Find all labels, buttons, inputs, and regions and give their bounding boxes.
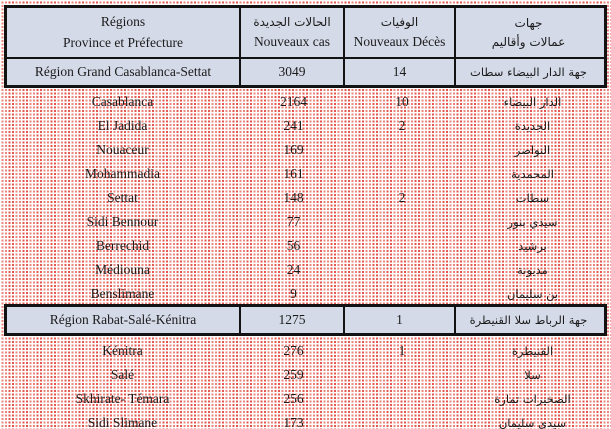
region-summary-row-casablanca-settat (7, 59, 604, 85)
header-new-deaths-arabic: الوفيات (380, 15, 419, 29)
province-row (4, 186, 607, 210)
province-row (4, 90, 607, 114)
province-name: Settat (107, 190, 138, 205)
province-new-cases: 169 (283, 142, 304, 157)
province-name: Kénitra (102, 343, 143, 358)
province-name: Benslimane (90, 286, 155, 301)
province-name-arabic: سلا (524, 368, 541, 382)
header-regions-arabic-line1: جهات (514, 15, 543, 30)
province-new-deaths (346, 138, 458, 162)
region-new-deaths: 14 (345, 59, 456, 85)
province-row (4, 138, 607, 162)
province-name-arabic: الدار البيضاء (503, 95, 562, 109)
region-new-cases: 1275 (241, 307, 345, 333)
province-name-arabic: القنيطرة (511, 344, 554, 358)
header-new-cases (241, 8, 345, 57)
header-new-deaths (345, 8, 456, 57)
province-name: Sidi Slimane (87, 415, 158, 429)
province-row (4, 387, 607, 411)
province-new-deaths (346, 411, 458, 429)
province-name-arabic: سيدي سليمان (498, 416, 567, 429)
province-new-deaths: 2 (398, 190, 406, 205)
region-name-arabic: جهة الرباط سلا القنيطرة (469, 313, 588, 327)
province-new-deaths: 1 (398, 343, 406, 358)
province-new-cases: 161 (283, 166, 304, 181)
province-name: Casablanca (91, 94, 154, 109)
province-new-cases: 241 (283, 118, 304, 133)
region-new-deaths: 1 (345, 307, 456, 333)
province-new-deaths: 10 (395, 94, 409, 109)
province-name-arabic: النواصر (514, 143, 551, 157)
province-new-deaths (346, 282, 458, 306)
province-name-arabic: المحمدية (511, 167, 554, 181)
table-header-box (4, 5, 607, 88)
region-name: Région Grand Casablanca-Settat (7, 59, 241, 85)
province-new-deaths (346, 387, 458, 411)
header-regions-arabic (456, 8, 601, 57)
province-name: Skhirate- Témara (75, 391, 170, 406)
province-new-cases: 256 (283, 391, 304, 406)
region-summary-row-rabat-sale-kenitra (7, 307, 604, 333)
region-new-cases: 3049 (241, 59, 345, 85)
province-name: Médiouna (95, 262, 150, 277)
province-row (4, 339, 607, 363)
region-summary-box-rabat-sale-kenitra (4, 304, 607, 336)
province-new-cases: 9 (290, 286, 297, 301)
header-regions-line1: Régions (100, 14, 146, 30)
region-name-arabic: جهة الدار البيضاء سطات (470, 65, 587, 79)
province-name-arabic: سطات (515, 191, 550, 205)
province-row (4, 363, 607, 387)
province-rows-casablanca-settat (4, 88, 607, 304)
header-new-cases-arabic: الحالات الجديدة (253, 15, 331, 29)
province-name-arabic: الصخيرات تمارة (494, 392, 571, 406)
province-new-cases: 173 (283, 415, 304, 429)
header-new-cases-french: Nouveaux cas (253, 34, 331, 49)
province-new-deaths (346, 258, 458, 282)
province-name: Mohammadia (85, 166, 160, 181)
province-name: Sidi Bennour (86, 214, 159, 229)
province-new-cases: 24 (286, 262, 301, 277)
province-name: El Jadida (97, 118, 148, 133)
province-row (4, 411, 607, 429)
province-row (4, 210, 607, 234)
province-name-arabic: الجديدة (514, 119, 551, 133)
province-row (4, 234, 607, 258)
header-regions-line2: Province et Préfecture (63, 34, 183, 50)
province-row (4, 258, 607, 282)
province-name-arabic: بن سليمان (506, 287, 559, 301)
province-rows-rabat-sale-kenitra (4, 336, 607, 429)
province-new-deaths (346, 210, 458, 234)
province-new-cases: 2164 (280, 94, 307, 109)
table-header-row (7, 8, 604, 59)
province-name-arabic: برشيد (518, 239, 547, 253)
province-new-deaths (346, 234, 458, 258)
statistics-table (4, 5, 607, 429)
province-row (4, 114, 607, 138)
region-name: Région Rabat-Salé-Kénitra (7, 307, 241, 333)
province-row (4, 162, 607, 186)
province-name: Berrechid (95, 238, 150, 253)
province-new-cases: 77 (286, 214, 301, 229)
header-new-deaths-french: Nouveaux Décès (353, 34, 446, 49)
province-new-cases: 276 (283, 343, 304, 358)
province-row (4, 282, 607, 306)
province-name: Salé (110, 367, 135, 382)
province-new-cases: 259 (283, 367, 304, 382)
province-new-deaths: 2 (398, 118, 406, 133)
province-new-cases: 56 (286, 238, 301, 253)
province-new-deaths (346, 162, 458, 186)
province-name-arabic: سيدي بنور (507, 215, 558, 229)
province-name: Nouaceur (96, 142, 149, 157)
header-regions-arabic-line2: عمالات وأقاليم (491, 35, 566, 50)
province-name-arabic: مديونة (517, 263, 548, 277)
province-new-deaths (346, 363, 458, 387)
header-regions (7, 8, 241, 57)
province-new-cases: 148 (283, 190, 304, 205)
